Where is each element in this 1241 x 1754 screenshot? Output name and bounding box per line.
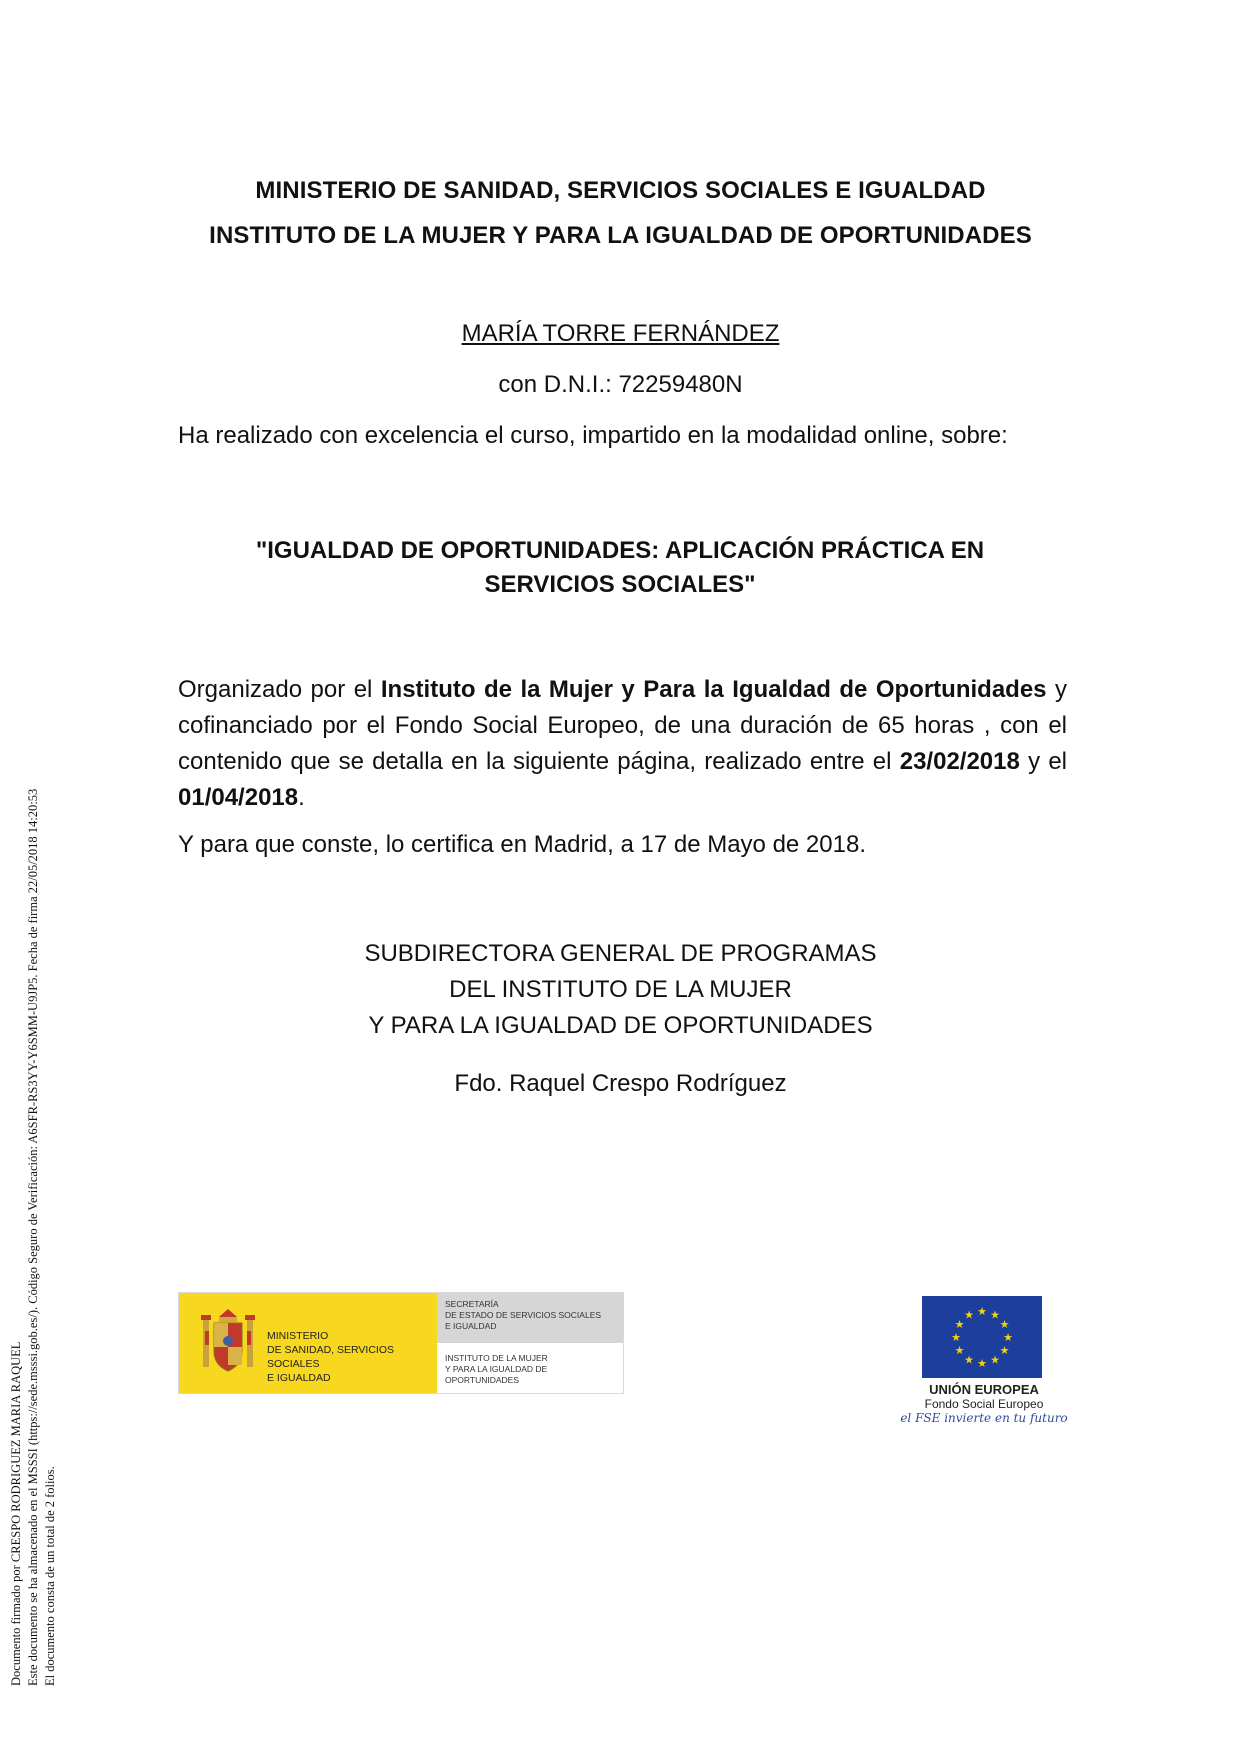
ministry-heading: MINISTERIO DE SANIDAD, SERVICIOS SOCIALES E IGUALDAD [255,177,986,204]
secretaria-line-1: SECRETARÍA [445,1299,499,1309]
eu-star-icon: ★ [977,1358,987,1370]
course-details [178,672,1067,816]
eu-stars-icon [922,1296,1042,1378]
eu-star-icon: ★ [964,1354,974,1367]
ministry-logo-yellow [179,1293,437,1393]
eu-name: UNIÓN EUROPEA [929,1382,1039,1397]
recipient-dni: con D.N.I.: 72259480N [498,371,743,398]
signature-block [0,936,1241,1044]
eu-star-icon: ★ [990,1309,1000,1322]
recipient-name: MARÍA TORRE FERNÁNDEZ [461,320,780,347]
signature-title-line-1: SUBDIRECTORA GENERAL DE PROGRAMAS [364,940,877,967]
organized-prefix: Organizado por el [178,676,381,703]
secretaria-line-3: E IGUALDAD [445,1321,497,1331]
details-body: y cofinanciado por el Fondo Social Europeo, de una duración de 65 horas , con el contenido que se detalla en la siguiente página, realizado entre el [178,676,1068,775]
date-connector: y el [1019,748,1068,775]
ministry-logo-line-2: DE SANIDAD, SERVICIOS SOCIALES [267,1344,395,1370]
eu-logo [882,1296,1072,1426]
eu-fund: Fondo Social Europeo [924,1397,1044,1411]
institute-logo-line-2: Y PARA LA IGUALDAD DE OPORTUNIDADES [445,1364,548,1385]
signature-title-line-2: DEL INSTITUTO DE LA MUJER [449,976,792,1003]
eu-star-icon: ★ [990,1354,1000,1367]
ministry-logo [178,1292,624,1394]
course-title-line-2: SERVICIOS SOCIALES" [484,571,756,598]
eu-star-icon: ★ [977,1306,987,1318]
eu-star-icon: ★ [954,1345,965,1357]
coat-of-arms-icon [199,1307,257,1379]
signer-name: Fdo. Raquel Crespo Rodríguez [454,1070,787,1097]
eu-star-icon: ★ [964,1309,974,1322]
course-title [220,534,1020,602]
organizer-name: Instituto de la Mujer y Para la Igualdad de Oportunidades [380,676,1047,703]
ministry-logo-line-1: MINISTERIO [267,1330,329,1342]
ministry-logo-secondary [437,1293,623,1393]
eu-slogan: el FSE invierte en tu futuro [900,1411,1068,1425]
institute-logo-line-1: INSTITUTO DE LA MUJER [445,1353,548,1363]
end-date: 01/04/2018 [178,784,299,811]
institute-logo-text [445,1353,623,1386]
margin-note-line-1: Documento firmado por CRESPO RODRIGUEZ MARIA RAQUEL [9,1341,23,1686]
start-date: 23/02/2018 [899,748,1020,775]
recipient-name-row [0,320,1241,348]
ministry-logo-text [267,1329,437,1385]
institute-heading: INSTITUTO DE LA MUJER Y PARA LA IGUALDAD DE OPORTUNIDADES [209,222,1032,249]
secretaria-text [445,1299,601,1332]
margin-note-line-3: El documento consta de un total de 2 folios. [43,1466,57,1686]
signature-margin-note [8,586,68,1686]
margin-note-line-2: Este documento se ha almacenado en el MSSSI (https://sede.msssi.gob.es/). Código Seguro de Verificación: A6SFR-RS3YY-Y6SMM-U9JP5. Fecha de firma 22/05/2018 14:20:53 [26,788,40,1686]
eu-flag-icon [922,1296,1042,1378]
eu-star-icon: ★ [954,1319,965,1331]
intro-text: Ha realizado con excelencia el curso, impartido en la modalidad online, sobre: [178,422,1008,449]
eu-star-icon: ★ [1003,1332,1013,1344]
course-title-line-1: "IGUALDAD DE OPORTUNIDADES: APLICACIÓN PRÁCTICA EN [255,537,985,564]
signature-title-line-3: Y PARA LA IGUALDAD DE OPORTUNIDADES [368,1012,873,1039]
eu-star-icon: ★ [999,1345,1010,1357]
eu-star-icon: ★ [999,1319,1010,1331]
ministry-logo-line-3: E IGUALDAD [267,1372,331,1384]
eu-star-icon: ★ [951,1332,961,1344]
certify-text: Y para que conste, lo certifica en Madrid, a 17 de Mayo de 2018. [178,831,866,858]
details-end: . [298,784,305,811]
secretaria-line-2: DE ESTADO DE SERVICIOS SOCIALES [445,1310,602,1320]
